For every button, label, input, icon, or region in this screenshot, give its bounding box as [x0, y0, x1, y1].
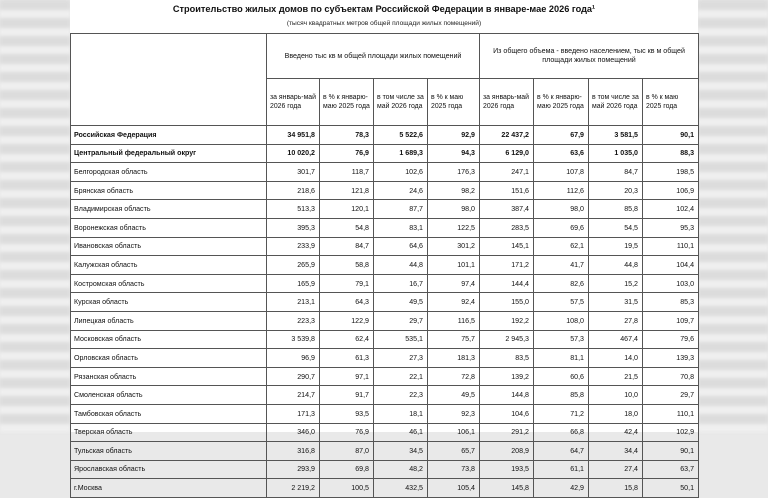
value-cell: 83,5	[480, 349, 534, 368]
value-cell: 95,3	[643, 218, 699, 237]
value-cell: 79,1	[320, 274, 374, 293]
value-cell: 6 129,0	[480, 144, 534, 163]
value-cell: 27,8	[589, 311, 643, 330]
value-cell: 96,9	[267, 349, 320, 368]
value-cell: 144,4	[480, 274, 534, 293]
document-title: Строительство жилых домов по субъектам Российской Федерации в январе-мае 2026 года¹	[172, 4, 596, 14]
region-name-cell: Ярославская область	[71, 460, 267, 479]
value-cell: 290,7	[267, 367, 320, 386]
value-cell: 69,8	[320, 460, 374, 479]
value-cell: 16,7	[374, 274, 428, 293]
value-cell: 3 581,5	[589, 126, 643, 145]
col-header: за январь-май 2026 года	[480, 79, 534, 126]
region-name-cell: Смоленская область	[71, 386, 267, 405]
value-cell: 75,7	[428, 330, 480, 349]
value-cell: 104,6	[480, 404, 534, 423]
value-cell: 15,8	[589, 479, 643, 498]
col-header: в % к маю 2025 года	[643, 79, 699, 126]
value-cell: 72,8	[428, 367, 480, 386]
value-cell: 97,4	[428, 274, 480, 293]
value-cell: 112,6	[534, 181, 589, 200]
value-cell: 5 522,6	[374, 126, 428, 145]
table-body	[71, 126, 699, 498]
value-cell: 118,7	[320, 163, 374, 182]
value-cell: 22 437,2	[480, 126, 534, 145]
value-cell: 27,4	[589, 460, 643, 479]
col-header: в том числе за май 2026 года	[589, 79, 643, 126]
value-cell: 122,5	[428, 218, 480, 237]
value-cell: 145,1	[480, 237, 534, 256]
value-cell: 467,4	[589, 330, 643, 349]
region-name-cell: Московская область	[71, 330, 267, 349]
background-blur-left	[0, 0, 70, 432]
region-name-cell: Белгородская область	[71, 163, 267, 182]
value-cell: 171,2	[480, 256, 534, 275]
value-cell: 98,2	[428, 181, 480, 200]
value-cell: 106,1	[428, 423, 480, 442]
value-cell: 79,6	[643, 330, 699, 349]
col-header: в том числе за май 2026 года	[374, 79, 428, 126]
value-cell: 120,1	[320, 200, 374, 219]
region-name-cell: Центральный федеральный округ	[71, 144, 267, 163]
value-cell: 316,8	[267, 442, 320, 461]
col-header: за январь-май 2026 года	[267, 79, 320, 126]
value-cell: 90,1	[643, 126, 699, 145]
value-cell: 41,7	[534, 256, 589, 275]
value-cell: 93,5	[320, 404, 374, 423]
table-row	[71, 293, 699, 312]
value-cell: 54,8	[320, 218, 374, 237]
value-cell: 106,9	[643, 181, 699, 200]
region-name-cell: Российская Федерация	[71, 126, 267, 145]
value-cell: 198,5	[643, 163, 699, 182]
value-cell: 208,9	[480, 442, 534, 461]
value-cell: 65,7	[428, 442, 480, 461]
value-cell: 64,3	[320, 293, 374, 312]
table-row	[71, 423, 699, 442]
value-cell: 20,3	[589, 181, 643, 200]
value-cell: 63,6	[534, 144, 589, 163]
value-cell: 85,8	[534, 386, 589, 405]
value-cell: 192,2	[480, 311, 534, 330]
table-row	[71, 163, 699, 182]
value-cell: 171,3	[267, 404, 320, 423]
value-cell: 395,3	[267, 218, 320, 237]
value-cell: 88,3	[643, 144, 699, 163]
value-cell: 291,2	[480, 423, 534, 442]
value-cell: 71,2	[534, 404, 589, 423]
value-cell: 15,2	[589, 274, 643, 293]
table-row	[71, 367, 699, 386]
table-row	[71, 256, 699, 275]
value-cell: 165,9	[267, 274, 320, 293]
value-cell: 122,9	[320, 311, 374, 330]
value-cell: 107,8	[534, 163, 589, 182]
table-row	[71, 126, 699, 145]
document-sheet	[70, 0, 698, 493]
value-cell: 49,5	[374, 293, 428, 312]
value-cell: 301,2	[428, 237, 480, 256]
value-cell: 49,5	[428, 386, 480, 405]
value-cell: 139,3	[643, 349, 699, 368]
value-cell: 2 219,2	[267, 479, 320, 498]
value-cell: 110,1	[643, 404, 699, 423]
value-cell: 34 951,8	[267, 126, 320, 145]
value-cell: 62,1	[534, 237, 589, 256]
value-cell: 34,5	[374, 442, 428, 461]
value-cell: 213,1	[267, 293, 320, 312]
value-cell: 10,0	[589, 386, 643, 405]
document-subtitle: (тысяч квадратных метров общей площади жилых помещений)	[286, 20, 482, 27]
value-cell: 121,8	[320, 181, 374, 200]
region-name-cell: Тамбовская область	[71, 404, 267, 423]
region-name-cell: Липецкая область	[71, 311, 267, 330]
value-cell: 92,4	[428, 293, 480, 312]
value-cell: 42,4	[589, 423, 643, 442]
value-cell: 87,7	[374, 200, 428, 219]
value-cell: 54,5	[589, 218, 643, 237]
table-row	[71, 386, 699, 405]
value-cell: 181,3	[428, 349, 480, 368]
value-cell: 233,9	[267, 237, 320, 256]
value-cell: 61,3	[320, 349, 374, 368]
group-header-population: Из общего объема - введено населением, тыс кв м общей площади жилых помещений	[480, 34, 699, 79]
value-cell: 84,7	[589, 163, 643, 182]
value-cell: 151,6	[480, 181, 534, 200]
value-cell: 432,5	[374, 479, 428, 498]
value-cell: 90,1	[643, 442, 699, 461]
value-cell: 139,2	[480, 367, 534, 386]
value-cell: 18,1	[374, 404, 428, 423]
table-row	[71, 460, 699, 479]
value-cell: 145,8	[480, 479, 534, 498]
value-cell: 98,0	[428, 200, 480, 219]
value-cell: 97,1	[320, 367, 374, 386]
value-cell: 69,6	[534, 218, 589, 237]
value-cell: 67,9	[534, 126, 589, 145]
value-cell: 44,8	[589, 256, 643, 275]
value-cell: 46,1	[374, 423, 428, 442]
region-header-cell	[71, 34, 267, 126]
region-name-cell: Орловская область	[71, 349, 267, 368]
value-cell: 104,4	[643, 256, 699, 275]
region-name-cell: Костромская область	[71, 274, 267, 293]
value-cell: 82,6	[534, 274, 589, 293]
value-cell: 63,7	[643, 460, 699, 479]
region-name-cell: Рязанская область	[71, 367, 267, 386]
value-cell: 21,5	[589, 367, 643, 386]
value-cell: 29,7	[374, 311, 428, 330]
value-cell: 58,8	[320, 256, 374, 275]
col-header: в % к январю-маю 2025 года	[534, 79, 589, 126]
region-name-cell: Владимирская область	[71, 200, 267, 219]
value-cell: 94,3	[428, 144, 480, 163]
value-cell: 387,4	[480, 200, 534, 219]
value-cell: 61,1	[534, 460, 589, 479]
value-cell: 1 689,3	[374, 144, 428, 163]
group-header-introduced: Введено тыс кв м общей площади жилых помещений	[267, 34, 480, 79]
region-name-cell: Курская область	[71, 293, 267, 312]
table-row	[71, 479, 699, 498]
value-cell: 73,8	[428, 460, 480, 479]
value-cell: 92,3	[428, 404, 480, 423]
value-cell: 218,6	[267, 181, 320, 200]
value-cell: 64,6	[374, 237, 428, 256]
value-cell: 64,7	[534, 442, 589, 461]
value-cell: 22,3	[374, 386, 428, 405]
value-cell: 109,7	[643, 311, 699, 330]
value-cell: 2 945,3	[480, 330, 534, 349]
value-cell: 19,5	[589, 237, 643, 256]
value-cell: 78,3	[320, 126, 374, 145]
value-cell: 57,3	[534, 330, 589, 349]
region-name-cell: Тверская область	[71, 423, 267, 442]
value-cell: 85,3	[643, 293, 699, 312]
value-cell: 193,5	[480, 460, 534, 479]
value-cell: 18,0	[589, 404, 643, 423]
table-row	[71, 274, 699, 293]
value-cell: 34,4	[589, 442, 643, 461]
value-cell: 48,2	[374, 460, 428, 479]
value-cell: 44,8	[374, 256, 428, 275]
value-cell: 14,0	[589, 349, 643, 368]
value-cell: 85,8	[589, 200, 643, 219]
value-cell: 293,9	[267, 460, 320, 479]
value-cell: 60,6	[534, 367, 589, 386]
value-cell: 176,3	[428, 163, 480, 182]
value-cell: 223,3	[267, 311, 320, 330]
value-cell: 87,0	[320, 442, 374, 461]
value-cell: 27,3	[374, 349, 428, 368]
background-blur-right	[698, 0, 768, 432]
value-cell: 535,1	[374, 330, 428, 349]
region-name-cell: Калужская область	[71, 256, 267, 275]
table-row	[71, 442, 699, 461]
value-cell: 76,9	[320, 423, 374, 442]
value-cell: 22,1	[374, 367, 428, 386]
value-cell: 91,7	[320, 386, 374, 405]
value-cell: 110,1	[643, 237, 699, 256]
value-cell: 50,1	[643, 479, 699, 498]
value-cell: 144,8	[480, 386, 534, 405]
region-name-cell: Воронежская область	[71, 218, 267, 237]
value-cell: 247,1	[480, 163, 534, 182]
table-row	[71, 311, 699, 330]
value-cell: 1 035,0	[589, 144, 643, 163]
value-cell: 265,9	[267, 256, 320, 275]
value-cell: 346,0	[267, 423, 320, 442]
value-cell: 101,1	[428, 256, 480, 275]
value-cell: 98,0	[534, 200, 589, 219]
value-cell: 83,1	[374, 218, 428, 237]
value-cell: 116,5	[428, 311, 480, 330]
value-cell: 92,9	[428, 126, 480, 145]
value-cell: 31,5	[589, 293, 643, 312]
value-cell: 42,9	[534, 479, 589, 498]
table-row	[71, 181, 699, 200]
table-row	[71, 404, 699, 423]
table-row	[71, 200, 699, 219]
value-cell: 103,0	[643, 274, 699, 293]
value-cell: 102,9	[643, 423, 699, 442]
table-row	[71, 218, 699, 237]
table-row	[71, 349, 699, 368]
col-header: в % к маю 2025 года	[428, 79, 480, 126]
value-cell: 24,6	[374, 181, 428, 200]
value-cell: 102,4	[643, 200, 699, 219]
value-cell: 155,0	[480, 293, 534, 312]
value-cell: 105,4	[428, 479, 480, 498]
value-cell: 57,5	[534, 293, 589, 312]
table-row	[71, 330, 699, 349]
value-cell: 108,0	[534, 311, 589, 330]
region-name-cell: г.Москва	[71, 479, 267, 498]
value-cell: 84,7	[320, 237, 374, 256]
value-cell: 100,5	[320, 479, 374, 498]
value-cell: 29,7	[643, 386, 699, 405]
value-cell: 214,7	[267, 386, 320, 405]
value-cell: 62,4	[320, 330, 374, 349]
col-header: в % к январю-маю 2025 года	[320, 79, 374, 126]
value-cell: 76,9	[320, 144, 374, 163]
value-cell: 10 020,2	[267, 144, 320, 163]
table-row	[71, 237, 699, 256]
region-name-cell: Тульская область	[71, 442, 267, 461]
housing-table	[70, 33, 699, 498]
value-cell: 66,8	[534, 423, 589, 442]
value-cell: 301,7	[267, 163, 320, 182]
value-cell: 513,3	[267, 200, 320, 219]
value-cell: 70,8	[643, 367, 699, 386]
region-name-cell: Ивановская область	[71, 237, 267, 256]
value-cell: 283,5	[480, 218, 534, 237]
value-cell: 102,6	[374, 163, 428, 182]
value-cell: 81,1	[534, 349, 589, 368]
table-row	[71, 144, 699, 163]
region-name-cell: Брянская область	[71, 181, 267, 200]
value-cell: 3 539,8	[267, 330, 320, 349]
